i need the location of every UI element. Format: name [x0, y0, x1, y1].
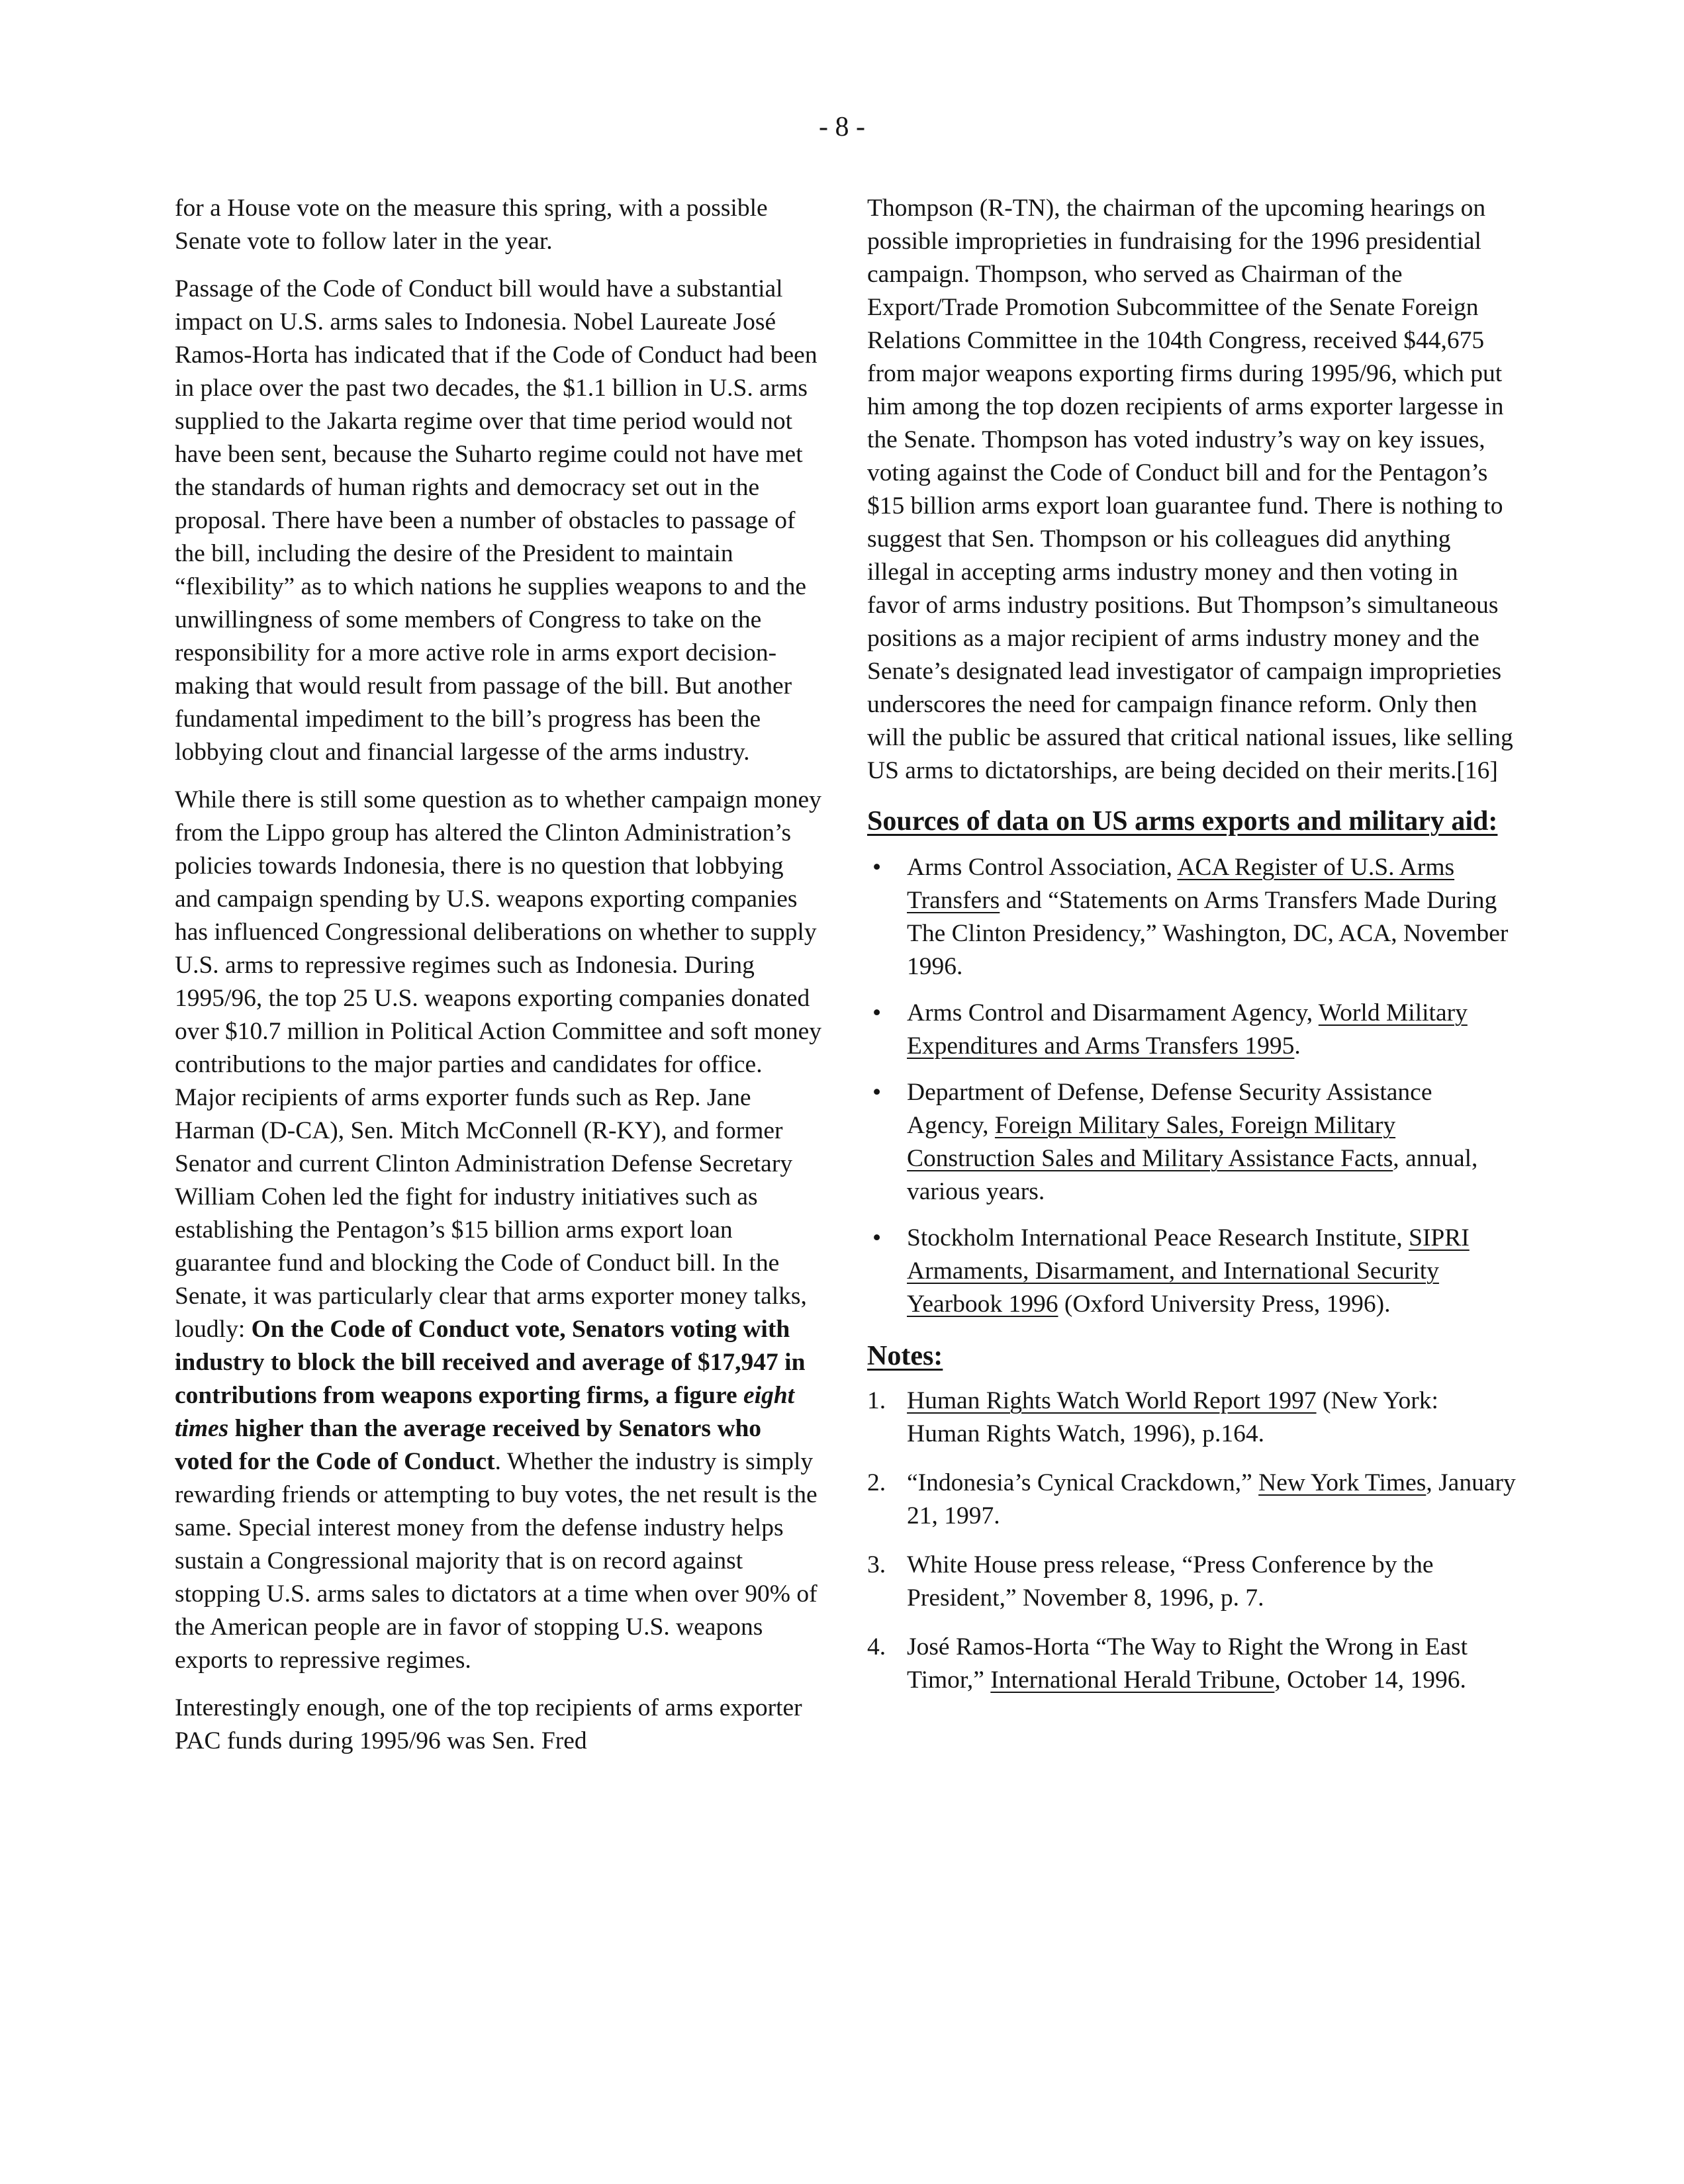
- notes-heading: Notes:: [867, 1341, 943, 1371]
- note-title: New York Times: [1258, 1469, 1427, 1496]
- source-text: Department of Defense, Defense Security Assistance Agency,: [907, 1079, 1432, 1139]
- paragraph-campaign-money-text: While there is still some question as to whether campaign money from the Lippo group has altered the Clinton Administration’s policies towards Indonesia, there is no question that lobbying and campaign spending by U.S. weapons exporting companies has influenced Congressional deliberations on whether to supply U.S. arms to repressive regimes such as Indonesia. During 1995/96, the top 25 U.S. weapons exporting companies donated over $10.7 million in Political Action Committee and soft money contributions to the major parties and candidates for office. Major recipients of arms exporter funds such as Rep. Jane Harman (D-CA), Sen. Mitch McConnell (R-KY), and former Senator and current Clinton Administration Defense Secretary William Cohen led the fight for industry initiatives such as establishing the Pentagon’s $15 billion arms export loan guarantee fund and blocking the Code of Conduct bill. In the Senate, it was particularly clear that arms exporter money talks, loudly:: [175, 786, 821, 1343]
- source-item: [867, 1076, 1516, 1208]
- source-text: Arms Control Association,: [907, 854, 1178, 881]
- note-text: White House press release, “Press Conference by the President,” November 8, 1996, p. 7.: [907, 1551, 1434, 1612]
- note-text: “Indonesia’s Cynical Crackdown,”: [907, 1469, 1259, 1496]
- bullet-icon: •: [872, 1079, 882, 1106]
- sources-heading: Sources of data on US arms exports and military aid:: [867, 806, 1498, 837]
- source-title: SIPRI Armaments, Disarmament, and International Security Yearbook 1996: [907, 1224, 1470, 1318]
- source-title: Foreign Military Sales, Foreign Military Construction Sales and Military Assistance Facts: [907, 1112, 1396, 1172]
- notes-list: [867, 1385, 1516, 1697]
- paragraph-house-vote: for a House vote on the measure this spring, with a possible Senate vote to follow later in the year.: [175, 195, 768, 255]
- note-text-end: , January 21, 1997.: [907, 1469, 1516, 1529]
- note-text-end: (New York: Human Rights Watch, 1996), p.164.: [907, 1387, 1438, 1447]
- bullet-icon: •: [872, 854, 882, 881]
- source-text: Stockholm International Peace Research Institute,: [907, 1224, 1409, 1251]
- note-number: 4.: [867, 1633, 886, 1661]
- note-number: 1.: [867, 1387, 886, 1414]
- paragraph-thompson-intro: Interestingly enough, one of the top recipients of arms exporter PAC funds during 1995/96 was Sen. Fred: [175, 1694, 802, 1754]
- bullet-icon: •: [872, 999, 882, 1026]
- source-text-end: and “Statements on Arms Transfers Made During The Clinton Presidency,” Washington, DC, ACA, November 1996.: [907, 887, 1509, 980]
- page-number: - 8 -: [819, 112, 865, 142]
- note-text: José Ramos-Horta “The Way to Right the Wrong in East Timor,”: [907, 1633, 1468, 1694]
- source-item: [867, 1222, 1516, 1321]
- note-item: [867, 1385, 1516, 1451]
- right-column: [867, 192, 1516, 1713]
- paragraph-campaign-money-end: . Whether the industry is simply rewarding friends or attempting to buy votes, the net result is the same. Special interest money from the defense industry helps sustain a Congressional majority that is on record against stopping U.S. arms sales to dictators at a time when over 90% of the American people are in favor of stopping U.S. weapons exports to repressive regimes.: [175, 1448, 818, 1674]
- left-column: [175, 192, 823, 1772]
- bullet-icon: •: [872, 1224, 882, 1251]
- note-item: [867, 1467, 1516, 1533]
- source-text-end: .: [1294, 1032, 1301, 1060]
- note-item: [867, 1549, 1516, 1615]
- paragraph-thompson: Thompson (R-TN), the chairman of the upcoming hearings on possible improprieties in fundraising for the 1996 presidential campaign. Thompson, who served as Chairman of the Export/Trade Promotion Subcommittee of the Senate Foreign Relations Committee in the 104th Congress, received $44,675 from major weapons exporting firms during 1995/96, which put him among the top dozen recipients of arms exporter largesse in the Senate. Thompson has voted industry’s way on key issues, voting against the Code of Conduct bill and for the Pentagon’s $15 billion arms export loan guarantee fund. There is nothing to suggest that Sen. Thompson or his colleagues did anything illegal in accepting arms industry money and then voting in favor of arms industry positions. But Thompson’s simultaneous positions as a major recipient of arms industry money and the Senate’s designated lead investigator of campaign improprieties underscores the need for campaign finance reform. Only then will the public be assured that critical national issues, like selling US arms to dictatorships, are being decided on their merits.[16]: [867, 195, 1513, 784]
- emphasis-eight-times: eight times: [175, 1382, 795, 1442]
- note-number: 2.: [867, 1469, 886, 1496]
- source-text-end: (Oxford University Press, 1996).: [1058, 1291, 1391, 1318]
- note-title: International Herald Tribune: [990, 1666, 1275, 1694]
- source-text: Arms Control and Disarmament Agency,: [907, 999, 1319, 1026]
- note-title: Human Rights Watch World Report 1997: [907, 1387, 1317, 1414]
- note-item: [867, 1631, 1516, 1697]
- bold-vote-finding-a: On the Code of Conduct vote, Senators voting with industry to block the bill received and average of $17,947 in contributions from weapons exporting firms, a figure: [175, 1316, 806, 1409]
- source-text-end: , annual, various years.: [907, 1145, 1478, 1205]
- source-title: ACA Register of U.S. Arms Transfers: [907, 854, 1455, 914]
- source-title: World Military Expenditures and Arms Transfers 1995: [907, 999, 1468, 1060]
- paragraph-campaign-money: [175, 784, 823, 1677]
- bold-vote-finding-b: higher than the average received by Senators who voted for the Code of Conduct: [175, 1415, 762, 1475]
- sources-list: [867, 851, 1516, 1321]
- paragraph-code-of-conduct-impact: Passage of the Code of Conduct bill would have a substantial impact on U.S. arms sales to Indonesia. Nobel Laureate José Ramos-Horta has indicated that if the Code of Conduct had been in place over the past two decades, the $1.1 billion in U.S. arms supplied to the Jakarta regime over that time period would not have been sent, because the Suharto regime could not have met the standards of human rights and democracy set out in the proposal. There have been a number of obstacles to passage of the bill, including the desire of the President to maintain “flexibility” as to which nations he supplies weapons to and the unwillingness of some members of Congress to take on the responsibility for a more active role in arms export decision-making that would result from passage of the bill. But another fundamental impediment to the bill’s progress has been the lobbying clout and financial largesse of the arms industry.: [175, 275, 818, 766]
- note-number: 3.: [867, 1551, 886, 1578]
- source-item: [867, 997, 1516, 1063]
- note-text-end: , October 14, 1996.: [1274, 1666, 1466, 1694]
- source-item: [867, 851, 1516, 983]
